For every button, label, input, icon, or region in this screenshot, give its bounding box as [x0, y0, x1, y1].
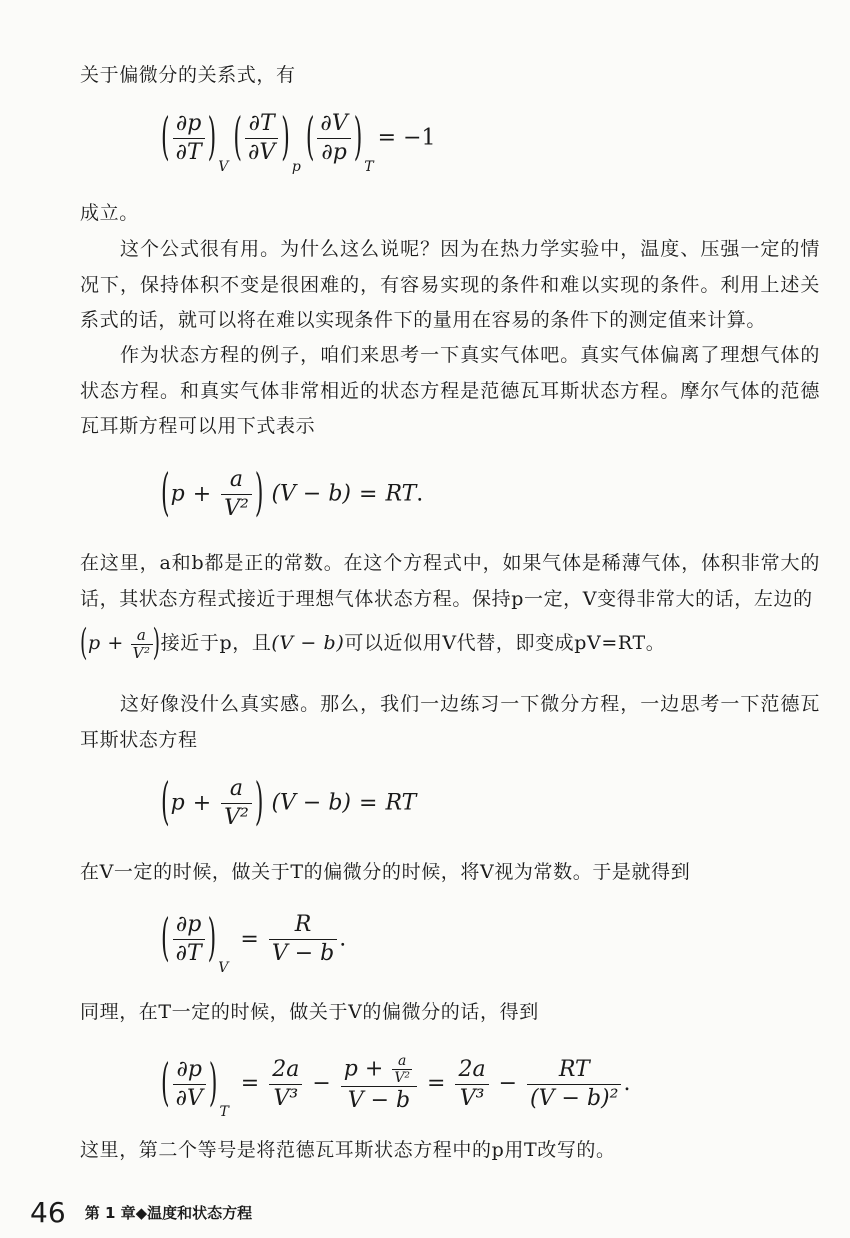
paragraph-usefulness: 这个公式很有用。为什么这么说呢？因为在热力学实验中，温度、压强一定的情况下，保持体积不变是很困难的，有容易实现的条件和难以实现的条件。利用上述关系式的话，就可以将在难以实现条件下的量用在容易的条件下的测定值来计算。 [80, 238, 820, 331]
equation-dp-dv: ( $\frac{\partial p}{\partial V}$ ) T= $\frac{2a}{\text{V³}}$ − p + $\frac{a}{\text{V²}}$ V − b = $\frac{2a}{\text{V³}}$ − $\frac{RT}{\text{(V − b)²}}$ . [161, 1053, 631, 1120]
equation-triple-product: ( $\frac{\partial p}{\partial T}$ ) V ( $\frac{\partial T}{\partial V}$ ) p ( $\frac{\partial V}{\partial p}$ ) T= −1 [161, 109, 436, 175]
inline-equation-vb: (V − b) [271, 632, 345, 654]
inline-equation-lhs: (p + $\frac{a}{\text{V²}}$ ) [80, 622, 161, 664]
paragraph-partial-t: 在V一定的时候，做关于T的偏微分的时候，将V视为常数。于是就得到 [80, 861, 691, 883]
page-number: 46 [30, 1196, 66, 1229]
paragraph-practice: 这好像没什么真实感。那么，我们一边练习一下微分方程，一边思考一下范德瓦耳斯状态方程 [80, 693, 820, 751]
paragraph-intro: 关于偏微分的关系式，有 [80, 64, 296, 86]
paragraph-constants: 在这里，a和b都是正的常数。在这个方程式中，如果气体是稀薄气体，体积非常大的话，其状态方程式接近于理想气体状态方程。保持p一定，V变得非常大的话，左边的 [80, 552, 820, 610]
paragraph-partial-v: 同理，在T一定的时候，做关于V的偏微分的话，得到 [80, 1001, 539, 1023]
paragraph-real-gas: 作为状态方程的例子，咱们来思考一下真实气体吧。真实气体偏离了理想气体的状态方程。和真实气体非常相近的状态方程是范德瓦耳斯状态方程。摩尔气体的范德瓦耳斯方程可以用下式表示 [80, 344, 820, 437]
paragraph-approximation: (p + $\frac{a}{\text{V²}}$ )接近于p，且(V − b)可以近似用V代替，即变成pV=RT。 [80, 622, 666, 664]
equation-van-der-waals-repeat: (p + $\frac{a}{\text{V²}}$ ) (V − b) = RT [161, 774, 417, 833]
page-footer [30, 1196, 252, 1229]
equation-van-der-waals: (p + $\frac{a}{\text{V²}}$ ) (V − b) = RT. [161, 465, 424, 524]
chapter-title: 第 1 章◆温度和状态方程 [84, 1204, 253, 1222]
paragraph-second-equality: 这里，第二个等号是将范德瓦耳斯状态方程中的p用T改写的。 [80, 1139, 616, 1161]
equation-dp-dt: ( $\frac{\partial p}{\partial T}$ ) V= $\frac{R}{V - b}$ . [161, 910, 347, 976]
paragraph-holds: 成立。 [80, 202, 139, 224]
